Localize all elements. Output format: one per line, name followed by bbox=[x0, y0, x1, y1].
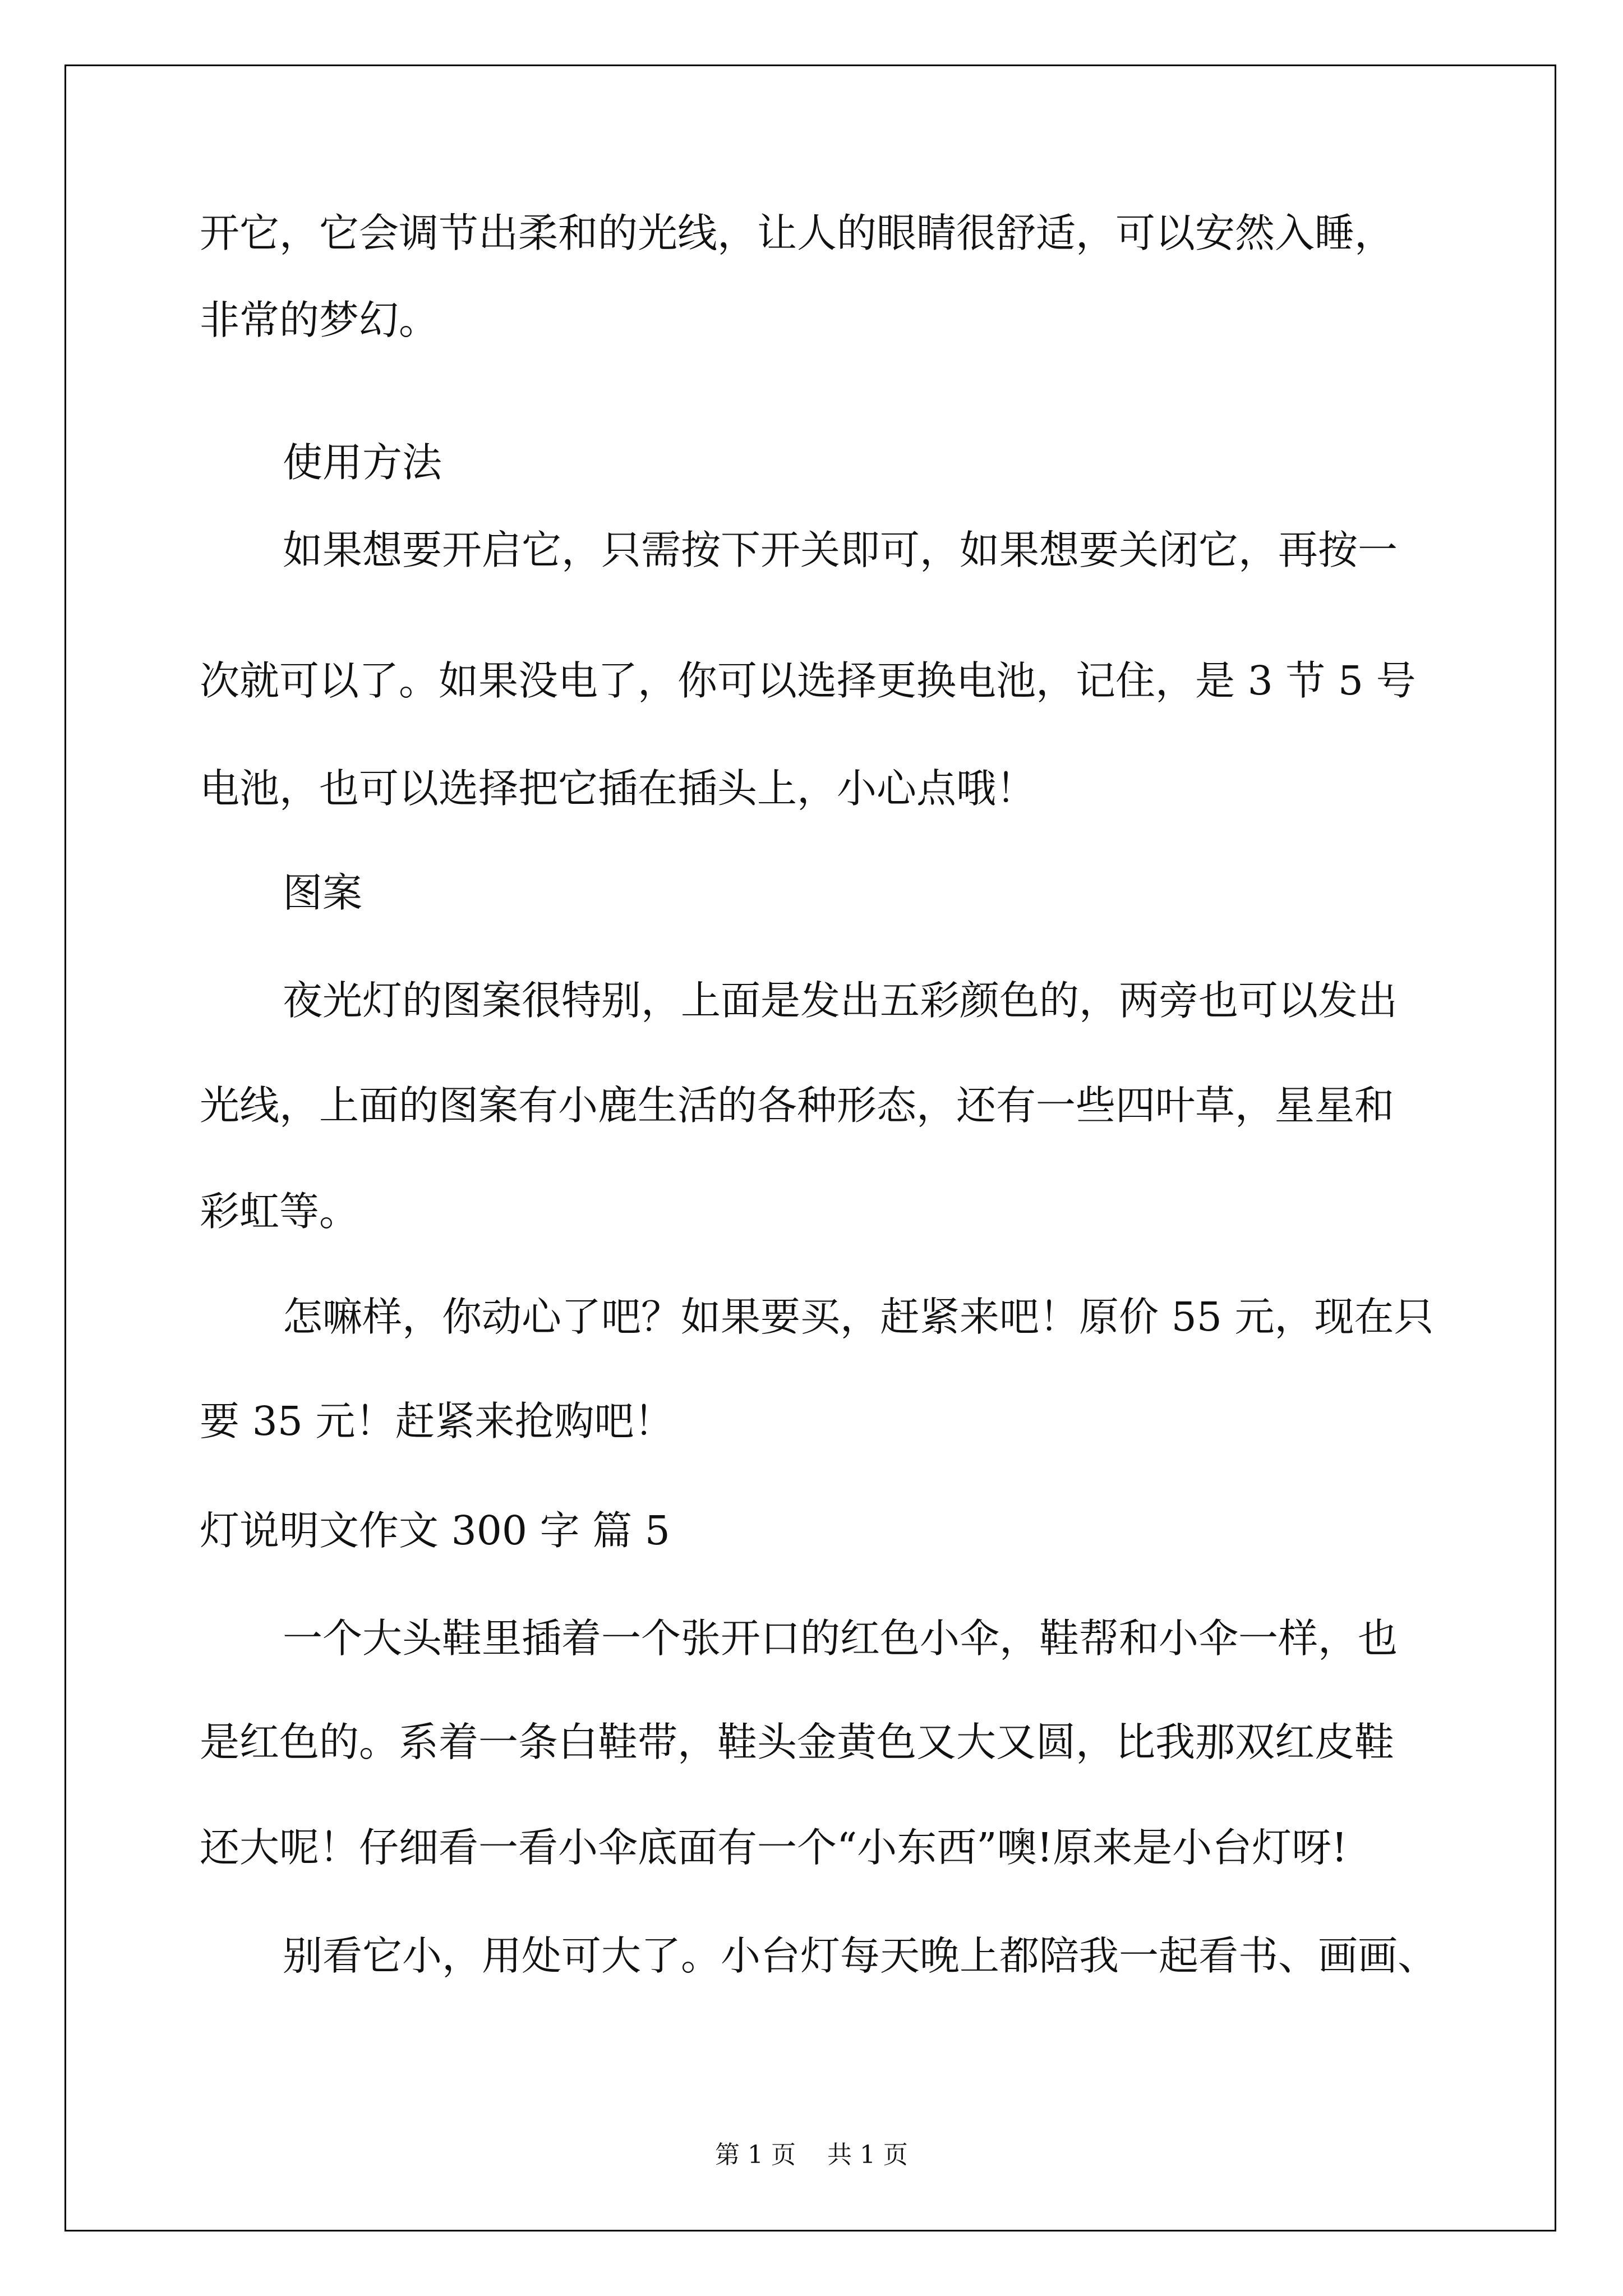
text-line: 还大呢！仔细看一看小伞底面有一个“小东西”噢!原来是小台灯呀! bbox=[200, 1824, 1348, 1871]
text-line: 次就可以了。如果没电了，你可以选择更换电池，记住，是 3 节 5 号 bbox=[200, 657, 1416, 704]
section-heading: 图案 bbox=[283, 869, 363, 916]
page-number-footer: 第 1 页 共 1 页 bbox=[715, 2141, 908, 2169]
text-line: 怎嘛样，你动心了吧？如果要买，赶紧来吧！原价 55 元，现在只 bbox=[283, 1294, 1434, 1340]
text-line: 电池，也可以选择把它插在插头上，小心点哦！ bbox=[200, 765, 1036, 812]
text-line: 开它，它会调节出柔和的光线，让人的眼睛很舒适，可以安然入睡， bbox=[200, 210, 1395, 256]
text-line: 夜光灯的图案很特别，上面是发出五彩颜色的，两旁也可以发出 bbox=[283, 977, 1398, 1024]
text-line: 别看它小，用处可大了。小台灯每天晚上都陪我一起看书、画画、 bbox=[283, 1932, 1438, 1979]
text-line: 是红色的。系着一条白鞋带，鞋头金黄色又大又圆，比我那双红皮鞋 bbox=[200, 1719, 1395, 1765]
text-line: 如果想要开启它，只需按下开关即可，如果想要关闭它，再按一 bbox=[283, 527, 1398, 573]
article-title: 灯说明文作文 300 字 篇 5 bbox=[200, 1507, 670, 1554]
text-line: 非常的梦幻。 bbox=[200, 297, 439, 343]
text-line: 彩虹等。 bbox=[200, 1188, 359, 1235]
section-heading: 使用方法 bbox=[283, 439, 442, 486]
text-line: 光线，上面的图案有小鹿生活的各种形态，还有一些四叶草，星星和 bbox=[200, 1082, 1395, 1129]
text-line: 一个大头鞋里插着一个张开口的红色小伞，鞋帮和小伞一样，也 bbox=[283, 1615, 1398, 1662]
text-line: 要 35 元！赶紧来抢购吧！ bbox=[200, 1398, 674, 1444]
page-border bbox=[64, 65, 1556, 2231]
